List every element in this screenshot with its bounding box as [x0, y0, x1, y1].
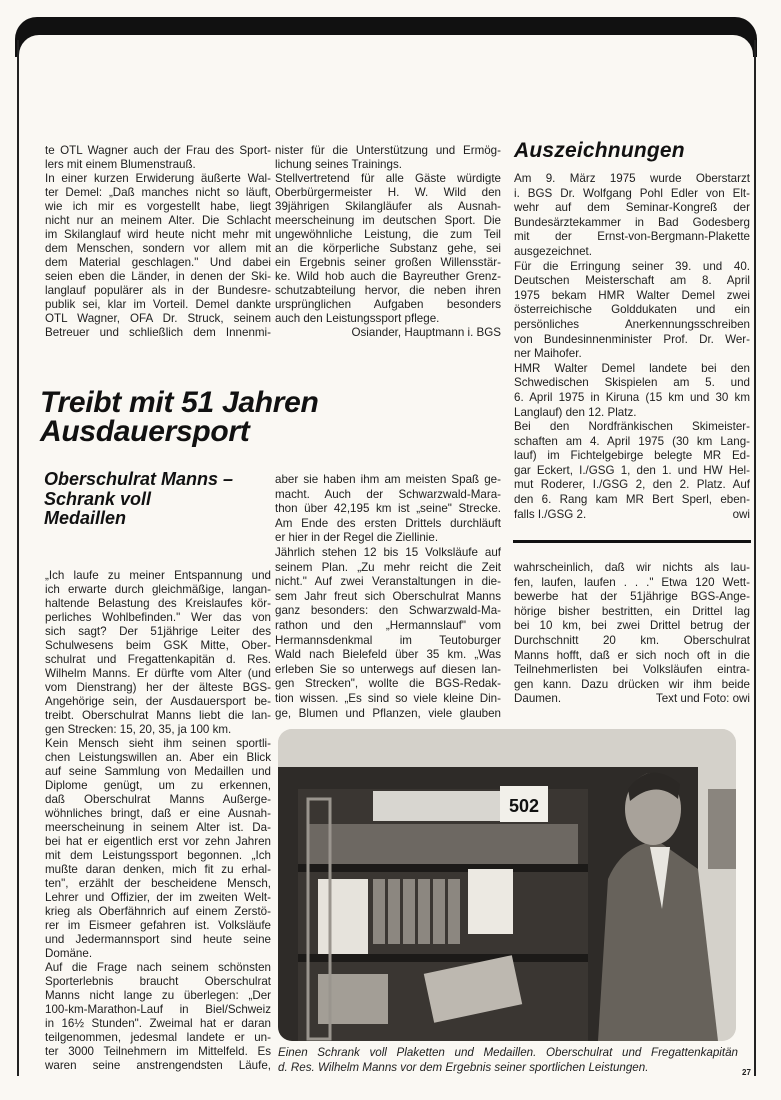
photo-trophy-cabinet — [278, 729, 736, 1041]
subheadline-line-2: Schrank voll — [44, 488, 152, 509]
text-line: i. BGS Dr. Wolfgang Pohl Edler von Elt- — [514, 186, 750, 200]
text-line: ke. Wild hob auch die Bayreuther Grenz- — [275, 270, 501, 283]
auszeichnungen-heading: Auszeichnungen — [514, 139, 685, 162]
text-line: Bundesärztekammer in Bad Godesberg — [514, 215, 750, 229]
text-line: österreichische Golddukaten und ein — [514, 303, 750, 317]
text-line: Manns hofft, daß er sich noch oft in die — [514, 648, 750, 662]
caption-line-1: Einen Schrank voll Plaketten und Medaillen. Oberschulrat und Fregattenkapitän — [278, 1046, 738, 1059]
section-divider-rule — [513, 540, 751, 543]
text-line: auch den Leistungssport pflege. — [275, 312, 440, 325]
text-line: ein Ergebnis seiner großen Willensstär- — [275, 256, 501, 269]
text-line: wahrscheinlich, daß wir nichts als lau- — [514, 561, 750, 574]
text-line: Hermannsdenkmal im Teutoburger — [275, 633, 501, 647]
text-line: rer im Eismeer gefahren ist. Volksläufe — [45, 919, 271, 932]
text-line: Teilnehmerlisten bei Volksläufen eintra- — [514, 663, 750, 677]
text-line: Stellvertretend für alle Gäste würdigte — [275, 172, 501, 185]
sign-502-number: 502 — [508, 796, 540, 816]
text-line: 1975 bekam HMR Walter Demel zwei — [514, 288, 750, 302]
text-line: auf seine Sammlung von Medaillen und — [45, 765, 271, 778]
text-line: meerscheinung im deutschen Sport. Die — [275, 214, 501, 227]
text-line: Wald nach Bielefeld über 35 km. „Was — [275, 648, 501, 662]
page-number: 27 — [742, 1068, 751, 1077]
text-line: bei hat er eigentlich erst vor zehn Jahren — [45, 835, 271, 848]
text-line: ausgezeichnet. — [514, 244, 592, 258]
text-line: ungewöhnliche Leistung, die zum Teil — [275, 228, 501, 241]
text-line: bei 10 km, bei zwei Drittel betrug der — [514, 619, 750, 633]
text-line: den 6. Rang kam MR Bert Sperl, eben- — [514, 493, 750, 507]
text-line: OTL Wagner, OFA Dr. Struck, seinem — [45, 312, 271, 325]
text-line: Betreuer und schließlich dem Innenmi- — [45, 326, 271, 339]
text-line: te OTL Wagner auch der Frau des Sport- — [45, 144, 271, 157]
text-line: thon über 42,195 km ist „seine" Strecke. — [275, 502, 501, 516]
text-line: wöhnliches bringt, daß er eine Ausnah- — [45, 807, 271, 820]
text-line: er hier in der Regel die Ziellinie. — [275, 531, 439, 545]
text-line: Jährlich stehen 12 bis 15 Volksläufe auf — [275, 545, 501, 559]
text-line: tion wissen. „Es sind so viele kleine Din- — [275, 691, 501, 705]
text-line: gen kann. Dazu drücken wir ihm beide — [514, 677, 750, 691]
subheadline-line-1: Oberschulrat Manns – — [44, 469, 234, 489]
top-article-column-1 — [45, 144, 271, 340]
author-signature: owi — [732, 507, 750, 521]
headline-line-2: Ausdauersport — [40, 415, 250, 448]
text-line: Auf die Frage nach seinem schönsten — [45, 961, 271, 974]
text-line: ursprünglichen Aufgaben besonders — [275, 298, 501, 311]
text-line: lers mit einem Blumenstrauß. — [45, 158, 196, 171]
text-line: Deutschen Meisterschaft am 8. April — [514, 274, 750, 288]
text-line: erleben Sie so unterwegs auf diesen lan- — [275, 662, 501, 676]
top-article-signature: Osiander, Hauptmann i. BGS — [351, 326, 501, 339]
text-line: Domäne. — [45, 947, 93, 960]
text-line: fen, laufen, laufen . . ." Etwa 120 Wett- — [514, 575, 750, 589]
text-line: Langlauf) den 12. Platz. — [514, 405, 637, 419]
text-line: Angehörige sein, der Ausdauersport be- — [45, 695, 271, 708]
text-line: in 16½ Stunden". Zweimal hat er daran — [45, 1017, 271, 1030]
text-line: dem Menschen, sondern vor allem mit — [45, 242, 271, 255]
article-headline — [40, 388, 319, 446]
text-line: Oberbürgermeister H. W. Wild den — [275, 186, 501, 199]
text-line: Schulwesens beim GSK Mitte, Ober- — [45, 639, 271, 652]
main-article-column-1 — [45, 569, 271, 1073]
headline-line-1: Treibt mit 51 Jahren — [40, 386, 319, 419]
text-line: Für die Erringung seiner 39. und 40. — [514, 259, 750, 273]
text-line: Am Ende des ersten Drittels durchläuft — [275, 516, 501, 530]
subheadline-line-3: Medaillen — [44, 508, 127, 528]
text-line: gen Strecken: 15, 20, 35, ja 100 km. — [45, 723, 232, 736]
text-line: Wilhelm Manns. Er dürfte vom Alter (und — [45, 667, 271, 680]
text-line: meerscheinung in seinem Alter ist. Da- — [45, 821, 271, 834]
text-line: vom Dienstrang) her der älteste BGS- — [45, 681, 271, 694]
text-line: Schwedischen Skispielen am 5. und — [514, 376, 750, 390]
text-line: ter 3000 Teilnehmern im Mittelfeld. Es — [45, 1045, 271, 1058]
auszeichnungen-body — [514, 172, 750, 522]
text-line: ten", erzählt der bescheidene Mensch, — [45, 877, 271, 890]
text-line: schaften am 4. April 1975 (30 km Lang- — [514, 434, 750, 448]
text-line: daß Oberschulrat Manns Außerge- — [45, 793, 271, 806]
text-line: bewerbe hat der 51jährige BGS-Ange- — [514, 590, 750, 604]
text-line: 6. April 1975 in Kiruna (15 km und 30 km — [514, 390, 750, 404]
text-line: rathon und den „Hermannslauf" vom — [275, 618, 501, 632]
text-line: sich sagt? Der 51jährige Leiter des — [45, 625, 271, 638]
main-article-column-2 — [275, 473, 501, 721]
text-line: persönliches Anerkennungsschreiben — [514, 317, 750, 331]
text-line: mußte daran denken, mich fit zu erhal- — [45, 863, 271, 876]
text-line: macht. Auch der Schwarzwald-Mara- — [275, 487, 501, 501]
text-line: nister für die Unterstützung und Ermög- — [275, 144, 501, 157]
text-line: 100-km-Marathon-Lauf in Biel/Schweiz — [45, 1003, 271, 1016]
text-line: an die körperliche Substanz gehe, sei — [275, 242, 501, 255]
text-line: chen Leistungswillen an. Aber ein Blick — [45, 751, 271, 764]
text-line: Lehrer und Offizier, der im zweiten Welt- — [45, 891, 271, 904]
text-line: waren seine anstrengendsten Läufe, — [45, 1059, 271, 1072]
text-line: schulrat und Fregattenkapitän d. Res. — [45, 653, 271, 666]
text-line: krieg als Oberfähnrich auf einem Zerstö- — [45, 905, 271, 918]
text-line: gen Strecken", wollte die BGS-Redak- — [275, 677, 501, 691]
text-line: mut Roderer, I./GSG 2, den 2. Platz. Auf — [514, 478, 750, 492]
text-line: lichung seines Trainings. — [275, 158, 402, 171]
text-line: Sporterlebnis braucht Oberschulrat — [45, 975, 271, 988]
text-line: seien eben die Länder, in denen der Ski- — [45, 270, 271, 283]
text-line: langlauf populärer als in der Bundesre- — [45, 284, 271, 297]
text-line: Bei den Nordfränkischen Skimeister- — [514, 420, 750, 434]
text-line: „Ich laufe zu meiner Entspannung und — [45, 569, 271, 582]
photo-illustration — [278, 729, 736, 1041]
text-line: ganz besonders: den Schwarzwald-Ma- — [275, 604, 501, 618]
text-line: Durchschnitt 20 km. Oberschulrat — [514, 633, 750, 647]
text-line: In einer kurzen Erwiderung äußerte Wal- — [45, 172, 271, 185]
text-line: ter Demel: „Daß manches nicht so läuft, — [45, 186, 271, 199]
text-line: Manns nicht lange zu überlegen: „Der — [45, 989, 271, 1002]
text-line: hörige bisher bestritten, ein Drittel lag — [514, 604, 750, 618]
page-frame-left-rule — [17, 40, 19, 1076]
text-line: teilgenommen, jedesmal landete er un- — [45, 1031, 271, 1044]
photo-caption — [278, 1045, 738, 1076]
text-line: gar Eckert, I./GSG 1, den 1. und HW Hel- — [514, 463, 750, 477]
text-line: perliches Wohlbefinden." Wer das von — [45, 611, 271, 624]
text-line: owi falls I./GSG 2. — [514, 507, 750, 521]
top-article-column-2 — [275, 144, 501, 326]
text-line: Am 9. März 1975 wurde Oberstarzt — [514, 172, 750, 185]
text-line: nicht." Auf zwei Veranstaltungen in die- — [275, 575, 501, 589]
text-line: ge, Blumen und Pflanzen, viele glauben — [275, 706, 501, 720]
text-line: HMR Walter Demel landete bei den — [514, 361, 750, 375]
text-line: Diplome genügt, um zu erkennen, — [45, 779, 271, 792]
author-signature: Text und Foto: owi — [655, 692, 750, 706]
text-line: ich erwarte durch gleichmäßige, langan- — [45, 583, 271, 596]
text-line: wie ich mir es vorgestellt habe, liegt — [45, 200, 271, 213]
text-line: schutzabteilung hervor, die neben ihren — [275, 284, 501, 297]
text-line: haltende Belastung des Kreislaufes kör- — [45, 597, 271, 610]
text-line: 39jährigen Skilangläufer als Ausnah- — [275, 200, 501, 213]
text-line: publik sei, klar im Vorteil. Demel dankte — [45, 298, 271, 311]
text-line: seinem Plan. „Zu mehr reicht die Zeit — [275, 560, 501, 574]
text-line: mit dem Leistungssport begonnen. „Ich — [45, 849, 271, 862]
text-line: im Skilanglauf wird heute nicht mehr mit — [45, 228, 271, 241]
text-line: aber sie haben ihm am meisten Spaß ge- — [275, 473, 501, 486]
text-line: ner Maihofer. — [514, 347, 582, 361]
text-line: treibt. Oberschulrat Manns liebt die lan- — [45, 709, 271, 722]
text-line: wehr auf dem Seminar-Kongreß der — [514, 201, 750, 215]
text-line: mit der Ernst-von-Bergmann-Plakette — [514, 230, 750, 244]
text-line: dem Material geschlagen." Und dabei — [45, 256, 271, 269]
text-line: nicht nur an meinem Alter. Die Schlacht — [45, 214, 271, 227]
text-line: sem Jahr freut sich Oberschulrat Manns — [275, 589, 501, 603]
text-line: Text und Foto: owi Daumen. — [514, 692, 750, 706]
caption-line-2: d. Res. Wilhelm Manns vor dem Ergebnis seiner sportlichen Leistungen. — [278, 1061, 649, 1075]
page-frame-right-rule — [754, 40, 756, 1076]
text-line: von Bundesinnenminister Prof. Dr. Wer- — [514, 332, 750, 346]
text-line: lauf) im Fichtelgebirge belegte MR Ed- — [514, 449, 750, 463]
main-article-column-3 — [514, 561, 750, 707]
text-line: Kein Mensch sieht ihm seinen sportli- — [45, 737, 271, 750]
text-line: und Jedermannsport sind heute seine — [45, 933, 271, 946]
article-subheadline — [44, 470, 233, 529]
